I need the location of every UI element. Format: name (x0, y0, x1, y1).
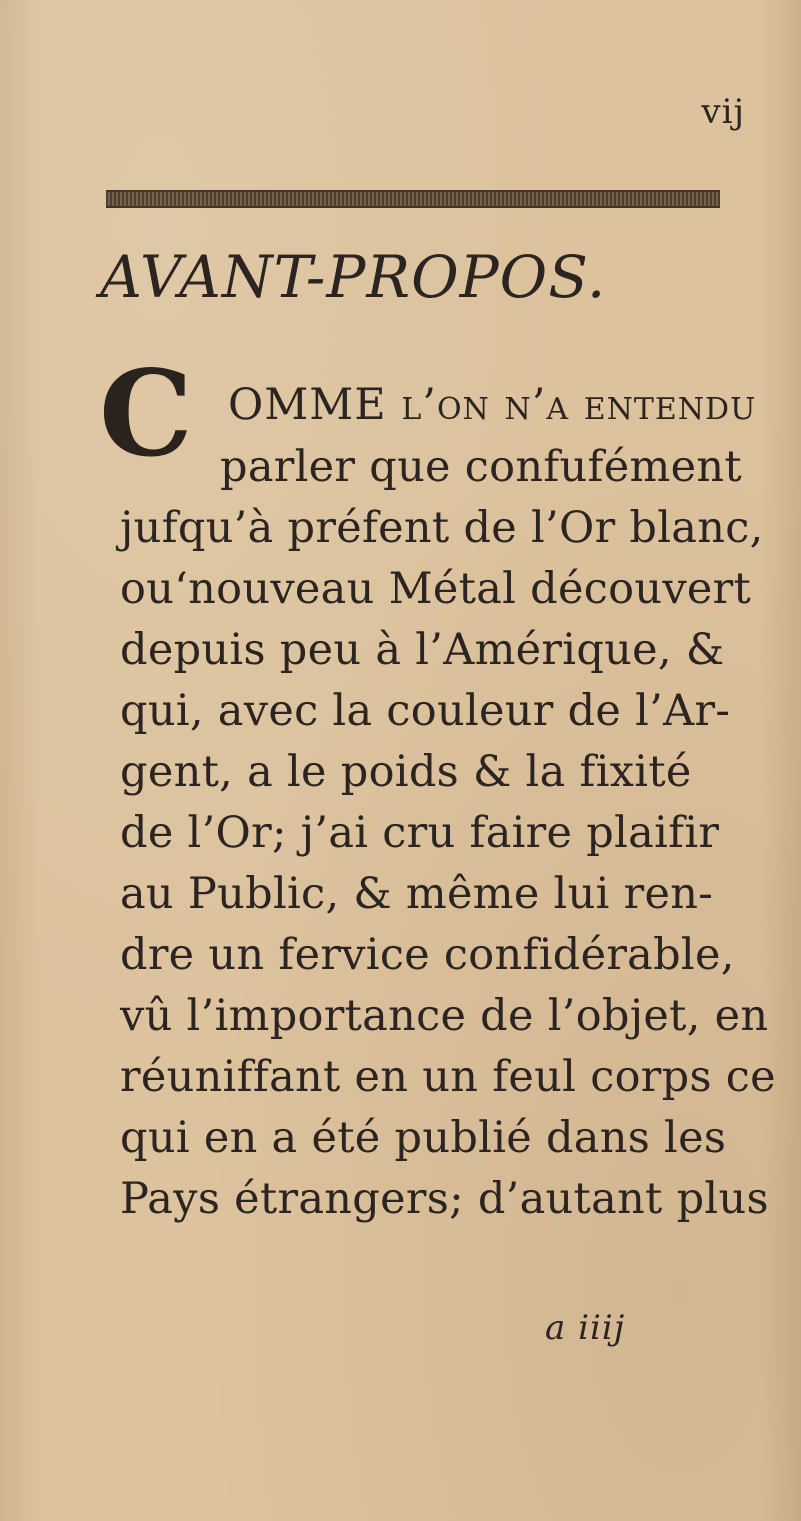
text-line: qui en a été publié dans les (120, 1113, 727, 1163)
text-line: OMME l’on n’a entendu (228, 380, 757, 430)
text-line: qui, avec la couleur de l’Ar- (120, 686, 731, 736)
drop-cap: C (99, 344, 193, 483)
text-line: réuniffant en un feul corps ce (120, 1052, 776, 1102)
text-line: gent, a le poids & la fixité (120, 747, 692, 797)
page-number: vij (701, 92, 745, 132)
text-line: de l’Or; j’ai cru faire plaifir (120, 808, 720, 858)
text-line: ou‘nouveau Métal découvert (120, 564, 752, 614)
text-line: depuis peu à l’Amérique, & (120, 625, 725, 675)
text-line: jufqu’à préfent de l’Or blanc, (120, 503, 764, 553)
text-line: parler que confufément (220, 442, 742, 492)
ornamental-rule (106, 190, 720, 208)
text-line: dre un fervice confidérable, (120, 930, 735, 980)
text-line: vû l’importance de l’objet, en (120, 991, 769, 1041)
catchword: a iiij (545, 1308, 626, 1348)
text-line: Pays étrangers; d’autant plus (120, 1174, 769, 1224)
text-line: au Public, & même lui ren- (120, 869, 714, 919)
page-title: AVANT-PROPOS. (100, 243, 607, 311)
